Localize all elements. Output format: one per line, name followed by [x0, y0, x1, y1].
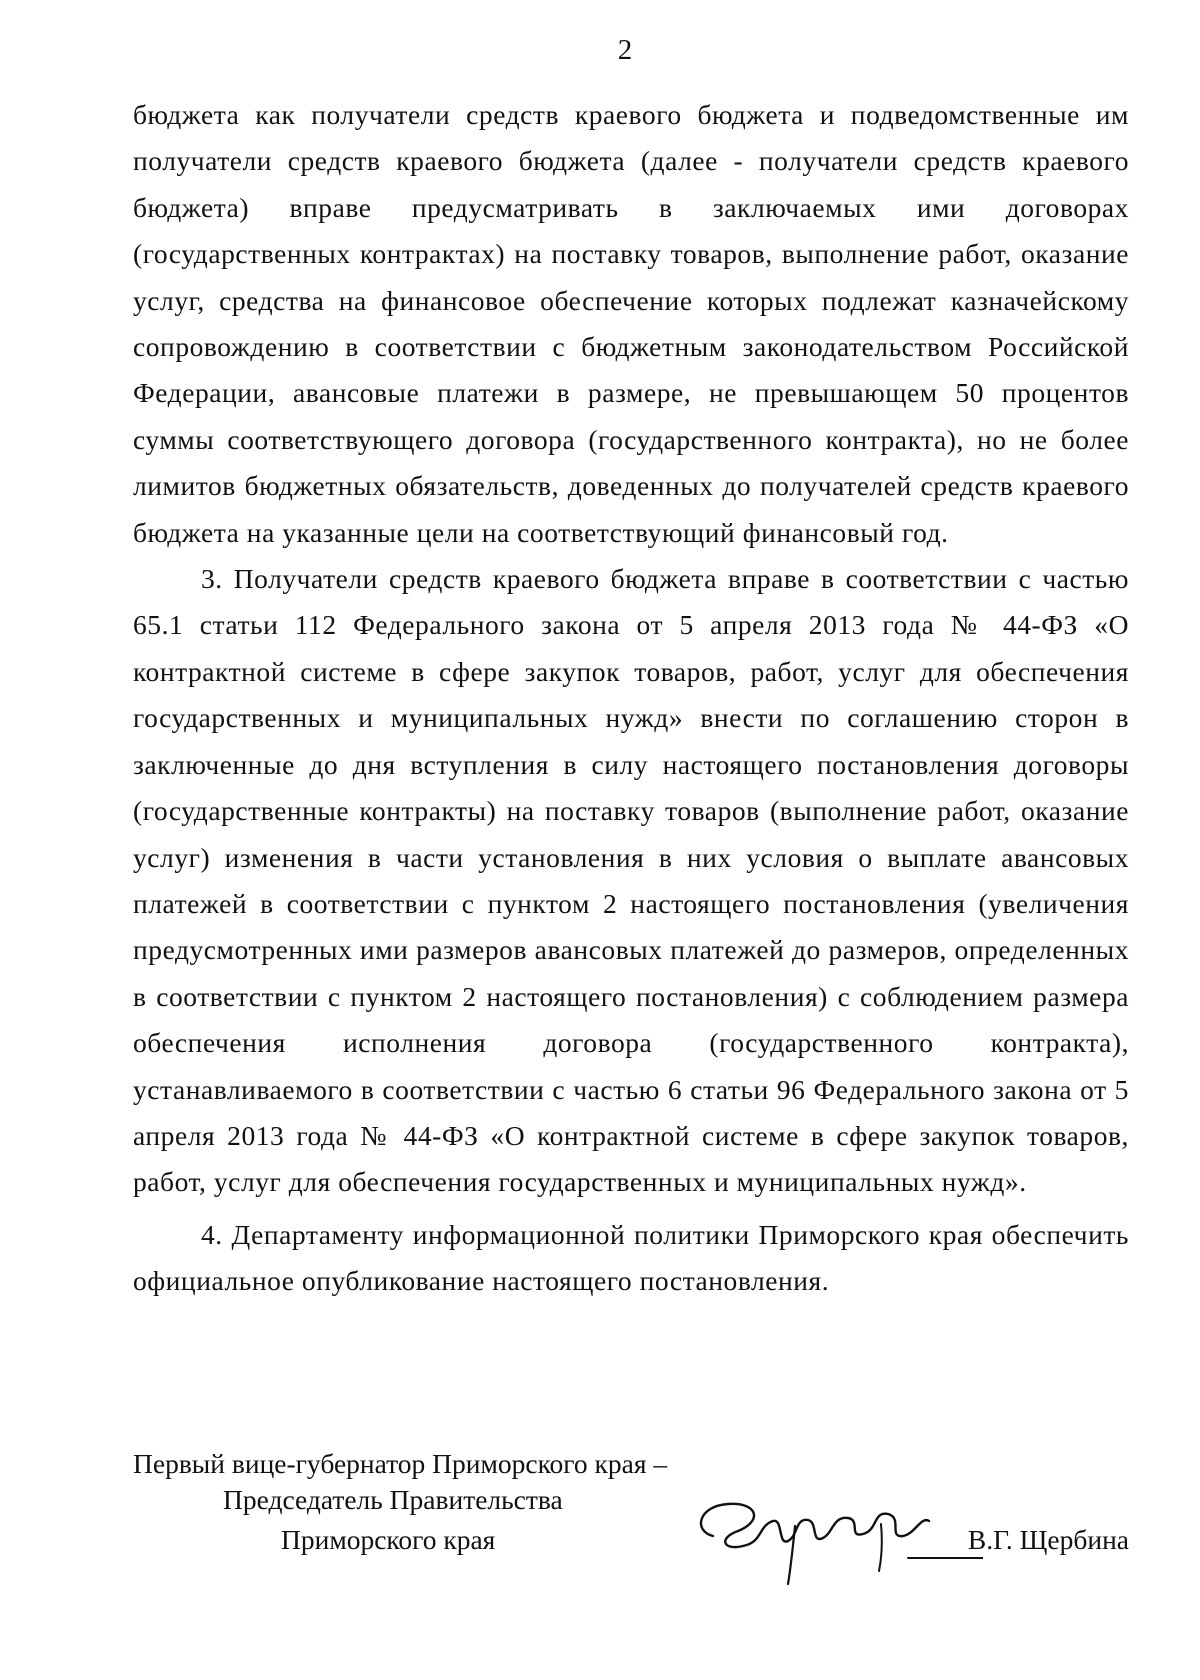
signatory-name: В.Г. Щербина: [967, 1524, 1129, 1555]
signatory-position-line2: Председатель Правительства: [223, 1484, 563, 1515]
paragraph-continuation: бюджета как получатели средств краевого бюджета и подведомственные им получатели средств краевого бюджета (далее - получатели средств краевого бюджета) вправе предусматривать в заключаемых ими договорах (государственных контрактах) на поставку товаров, выполнение работ, оказание услуг, средства на финансовое обеспечение которых подлежат казначейскому сопровождению в соответствии с бюджетным законодательством Российской Федерации, авансовые платежи в размере, не превышающем 50 процентов суммы соответствующего договора (государственного контракта), но не более лимитов бюджетных обязательств, доведенных до получателей средств краевого бюджета на указанные цели на соответствующий финансовый год.: [133, 99, 1129, 548]
signatory-position-line3: Приморского края: [281, 1524, 496, 1555]
signature-block: [133, 1448, 1129, 1598]
signatory-position-line1: Первый вице-губернатор Приморского края –: [133, 1448, 668, 1479]
handwritten-signature: [683, 1476, 983, 1586]
paragraph-item-4: 4. Департаменту информационной политики Приморского края обеспечить официальное опубликование настоящего постановления.: [133, 1218, 1129, 1297]
page-number: 2: [617, 34, 633, 66]
paragraph-item-3: 3. Получатели средств краевого бюджета вправе в соответствии с частью 65.1 статьи 112 Федерального закона от 5 апреля 2013 года № 44-ФЗ «О контрактной системе в сфере закупок товаров, работ, услуг для обеспечения государственных и муниципальных нужд» внести по соглашению сторон в заключенные до дня вступления в силу настоящего постановления договоры (государственные контракты) на поставку товаров (выполнение работ, оказание услуг) изменения в части установления в них условия о выплате авансовых платежей в соответствии с пунктом 2 настоящего постановления (увеличения предусмотренных ими размеров авансовых платежей до размеров, определенных в соответствии с пунктом 2 настоящего постановления) с соблюдением размера обеспечения исполнения договора (государственного контракта), устанавливаемого в соответствии с частью 6 статьи 96 Федерального закона от 5 апреля 2013 года № 44-ФЗ «О контрактной системе в сфере закупок товаров, работ, услуг для обеспечения государственных и муниципальных нужд».: [133, 563, 1129, 1198]
document-body: [133, 92, 1129, 1305]
